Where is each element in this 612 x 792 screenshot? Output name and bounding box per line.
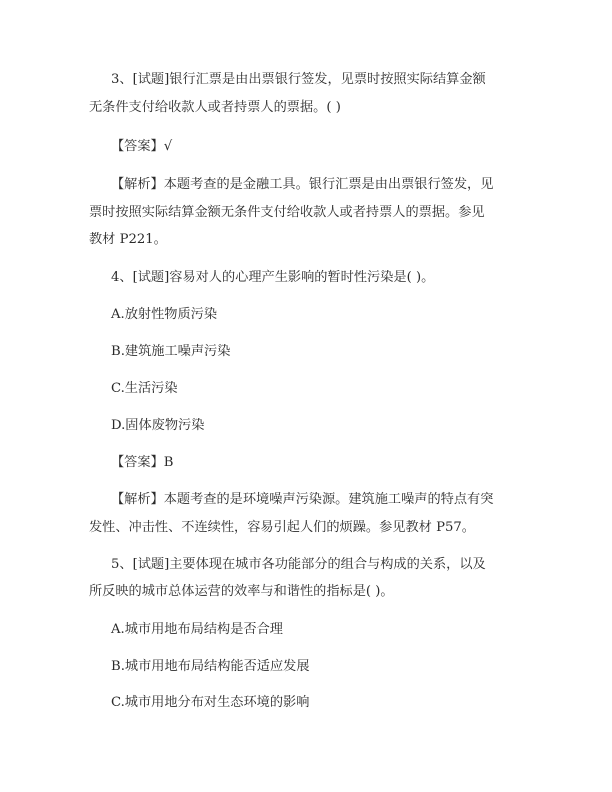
q5-stem-line-1: 5、[试题]主要体现在城市各功能部分的组合与构成的关系，以及 <box>111 557 486 572</box>
q4-stem: 4、[试题]容易对人的心理产生影响的暂时性污染是( )。 <box>111 270 435 285</box>
q3-explanation-line-1: 【解析】本题考查的是金融工具。银行汇票是由出票银行签发，见 <box>111 177 494 192</box>
q5-stem-line-2: 所反映的城市总体运营的效率与和谐性的指标是( )。 <box>89 584 394 599</box>
q4-explanation-line-2: 发性、冲击性、不连续性，容易引起人们的烦躁。参见教材 P57。 <box>89 520 475 535</box>
q4-option-a: A.放射性物质污染 <box>111 307 218 322</box>
q4-explanation-line-1: 【解析】本题考查的是环境噪声污染源。建筑施工噪声的特点有突 <box>111 492 494 507</box>
q3-explanation-line-2: 票时按照实际结算金额无条件支付给收款人或者持票人的票据。参见 <box>89 205 485 220</box>
q3-stem-line-1: 3、[试题]银行汇票是由出票银行签发，见票时按照实际结算金额 <box>111 72 486 87</box>
q5-option-a: A.城市用地布局结构是否合理 <box>111 622 283 637</box>
q3-stem-line-2: 无条件支付给收款人或者持票人的票据。( ) <box>89 100 341 115</box>
q3-answer: 【答案】√ <box>111 139 173 154</box>
q5-option-c: C.城市用地分布对生态环境的影响 <box>111 695 310 710</box>
q4-option-b: B.建筑施工噪声污染 <box>111 344 231 359</box>
q5-option-b: B.城市用地布局结构能否适应发展 <box>111 659 310 674</box>
q4-option-d: D.固体废物污染 <box>111 418 205 433</box>
q3-explanation-line-3: 教材 P221。 <box>89 232 167 247</box>
q4-answer: 【答案】B <box>111 455 174 470</box>
q4-option-c: C.生活污染 <box>111 381 178 396</box>
